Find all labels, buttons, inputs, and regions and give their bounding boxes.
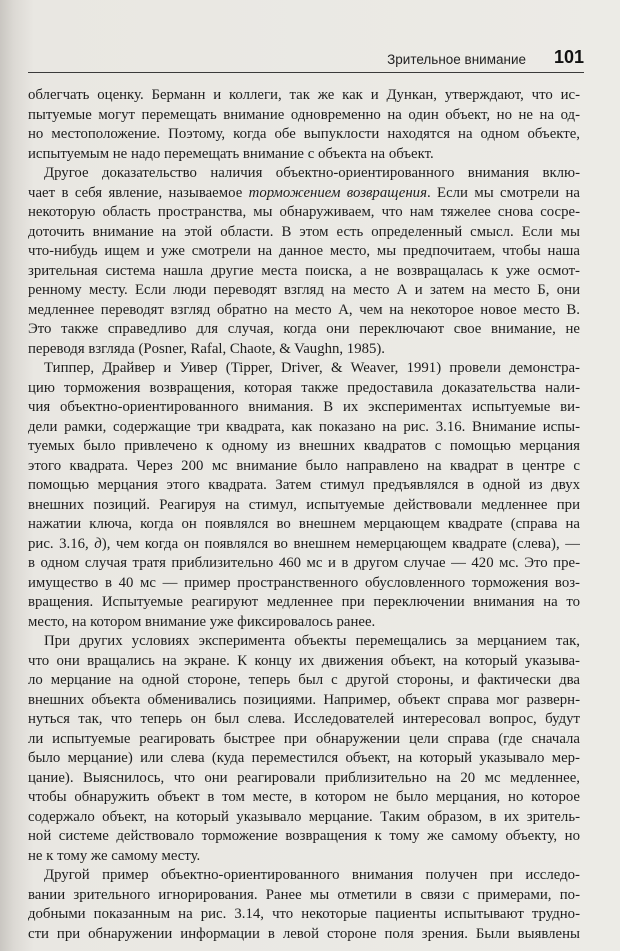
text-line: чтобы обнаружить объект в том месте, в котором не было мерцания, но которое — [28, 789, 580, 805]
text-line: Другой пример объектно-ориентированного внимания получен при исследо- — [44, 867, 580, 883]
text-line: имущество в 40 мс — пример пространственного обусловленного торможения воз- — [28, 574, 580, 591]
paragraph-3 — [28, 359, 580, 632]
text-line: сти при обнаружении информации в левой стороне поля зрения. Были выявлены — [28, 925, 580, 942]
text-line: нажатии ключа, когда он появлялся во внешнем мерцающем квадрате (справа на — [28, 516, 580, 532]
text-line: нуться так, что теперь он был слева. Исследователей интересовал вопрос, будут — [28, 711, 580, 727]
text-segment: чает в себя явление, называемое — [28, 184, 243, 201]
text-line: туемых было привлечено к одному из внешних квадратов с помощью мерцания — [28, 438, 580, 454]
text-line: Это также справедливо для случая, когда они переключают свое внимание, не — [28, 321, 580, 337]
text-line: чия объектно-ориентированного внимания. В их экспериментах испытуемые ви- — [28, 399, 580, 415]
text-line: место, на котором внимание уже фиксировалось ранее. — [28, 613, 376, 630]
text-line: испытуемым не надо перемещать внимание с объекта на объект. — [28, 145, 434, 162]
paragraph-5 — [28, 866, 580, 944]
text-line: зрительная система нашла другие места поиска, а не возвращалась к уже осмот- — [28, 262, 580, 279]
text-line: цание). Выяснилось, что они реагировали приблизительно на 20 мс медленнее, — [28, 769, 580, 786]
text-line: внешних объекта обменивались позициями. Например, объект справа мог разверн- — [28, 691, 580, 708]
text-line: ной системе действовало торможение возвращения к тому же самому объекту, но — [28, 828, 580, 844]
text-line: дели рамки, содержащие три квадрата, как показано на рис. 3.16. Внимание испы- — [28, 418, 580, 435]
paragraph-4 — [28, 632, 580, 866]
text-line: что они вращались на экране. К концу их движения объект, на который указыва- — [28, 652, 580, 669]
text-line — [28, 535, 580, 555]
page-header — [28, 46, 584, 73]
body-text — [28, 86, 580, 944]
text-segment: ), чем когда он появлялся во внешнем немерцающем квадрате (слева), — — [101, 535, 580, 552]
text-segment: рис. 3.16, — [28, 535, 89, 552]
paragraph-1 — [28, 86, 580, 164]
text-line: Типпер, Драйвер и Уивер (Tipper, Driver, & Weaver, 1991) провели демонстра- — [44, 360, 580, 376]
text-line: этого квадрата. Через 200 мс внимание было направлено на квадрат в центре с — [28, 457, 580, 474]
text-line: ренному месту. Если люди переводят взгляд на место А и затем на место Б, они — [28, 282, 580, 298]
text-line: ли испытуемые реагировать быстрее при обнаружении цели справа (где сначала — [28, 730, 580, 747]
text-line: было мерцание) или слева (куда переместился объект, на который указывало мер- — [28, 750, 580, 766]
emphasis-term: торможением возвращения — [248, 184, 427, 201]
figure-panel-letter: д — [94, 535, 102, 552]
text-line: некоторую область пространства, мы обнаруживаем, что нам тяжелее снова сосре- — [28, 204, 580, 220]
text-line: пытуемые могут перемещать внимание одновременно на один объект, но не на од- — [28, 106, 580, 123]
text-line: вании зрительного игнорирования. Ранее мы отметили в связи с примерами, по- — [28, 886, 580, 903]
page-number: 101 — [553, 47, 584, 67]
text-line: добными показанным на рис. 3.14, что некоторые пациенты испытывают трудно- — [28, 906, 580, 922]
text-segment: . Если мы смотрели на — [426, 184, 580, 201]
text-line: ло мерцание на одной стороне, теперь был с другой стороны, и фактически два — [28, 672, 580, 688]
running-title: Зрительное внимание — [387, 52, 526, 67]
text-line: внешних позиций. Реагируя на стимул, испытуемые действовали медленнее при — [28, 496, 580, 513]
text-line: что-нибудь ищем и уже смотрели на данное место, мы предпочитаем, чтобы наша — [28, 243, 580, 259]
text-line: помощью мерцания этого квадрата. Затем стимул предъявлялся в одной из двух — [28, 477, 580, 493]
text-line: не к тому же самому месту. — [28, 847, 201, 864]
paragraph-2 — [28, 164, 580, 359]
text-line: в одном случая тратя приблизительно 460 мс и в другом случае — 420 мс. Это пре- — [28, 555, 580, 571]
text-line: доточить внимание на этой области. В этом есть определенный смысл. Если мы — [28, 223, 580, 240]
text-line: вращения. Испытуемые реагируют медленнее при переключении внимания на то — [28, 594, 580, 610]
text-line: облегчать оценку. Берманн и коллеги, так же как и Дункан, утверждают, что ис- — [28, 87, 580, 103]
text-line: медленнее переводят взгляд обратно на место А, чем на некоторое новое место В. — [28, 301, 580, 318]
text-line: но местоположение. Поэтому, когда обе выпуклости находятся на одном объекте, — [28, 126, 580, 142]
text-line: При других условиях эксперимента объекты перемещались за мерцанием так, — [44, 633, 580, 649]
text-line: переводя взгляда (Posner, Rafal, Chaote, & Vaughn, 1985). — [28, 340, 386, 357]
text-line — [28, 184, 580, 204]
text-line: цию торможения возвращения, которая также предоставила доказательства нали- — [28, 379, 580, 396]
text-line: Другое доказательство наличия объектно-ориентированного внимания вклю- — [44, 165, 580, 181]
text-line: содержало объект, на который указывало мерцание. Таким образом, в их зритель- — [28, 808, 580, 825]
